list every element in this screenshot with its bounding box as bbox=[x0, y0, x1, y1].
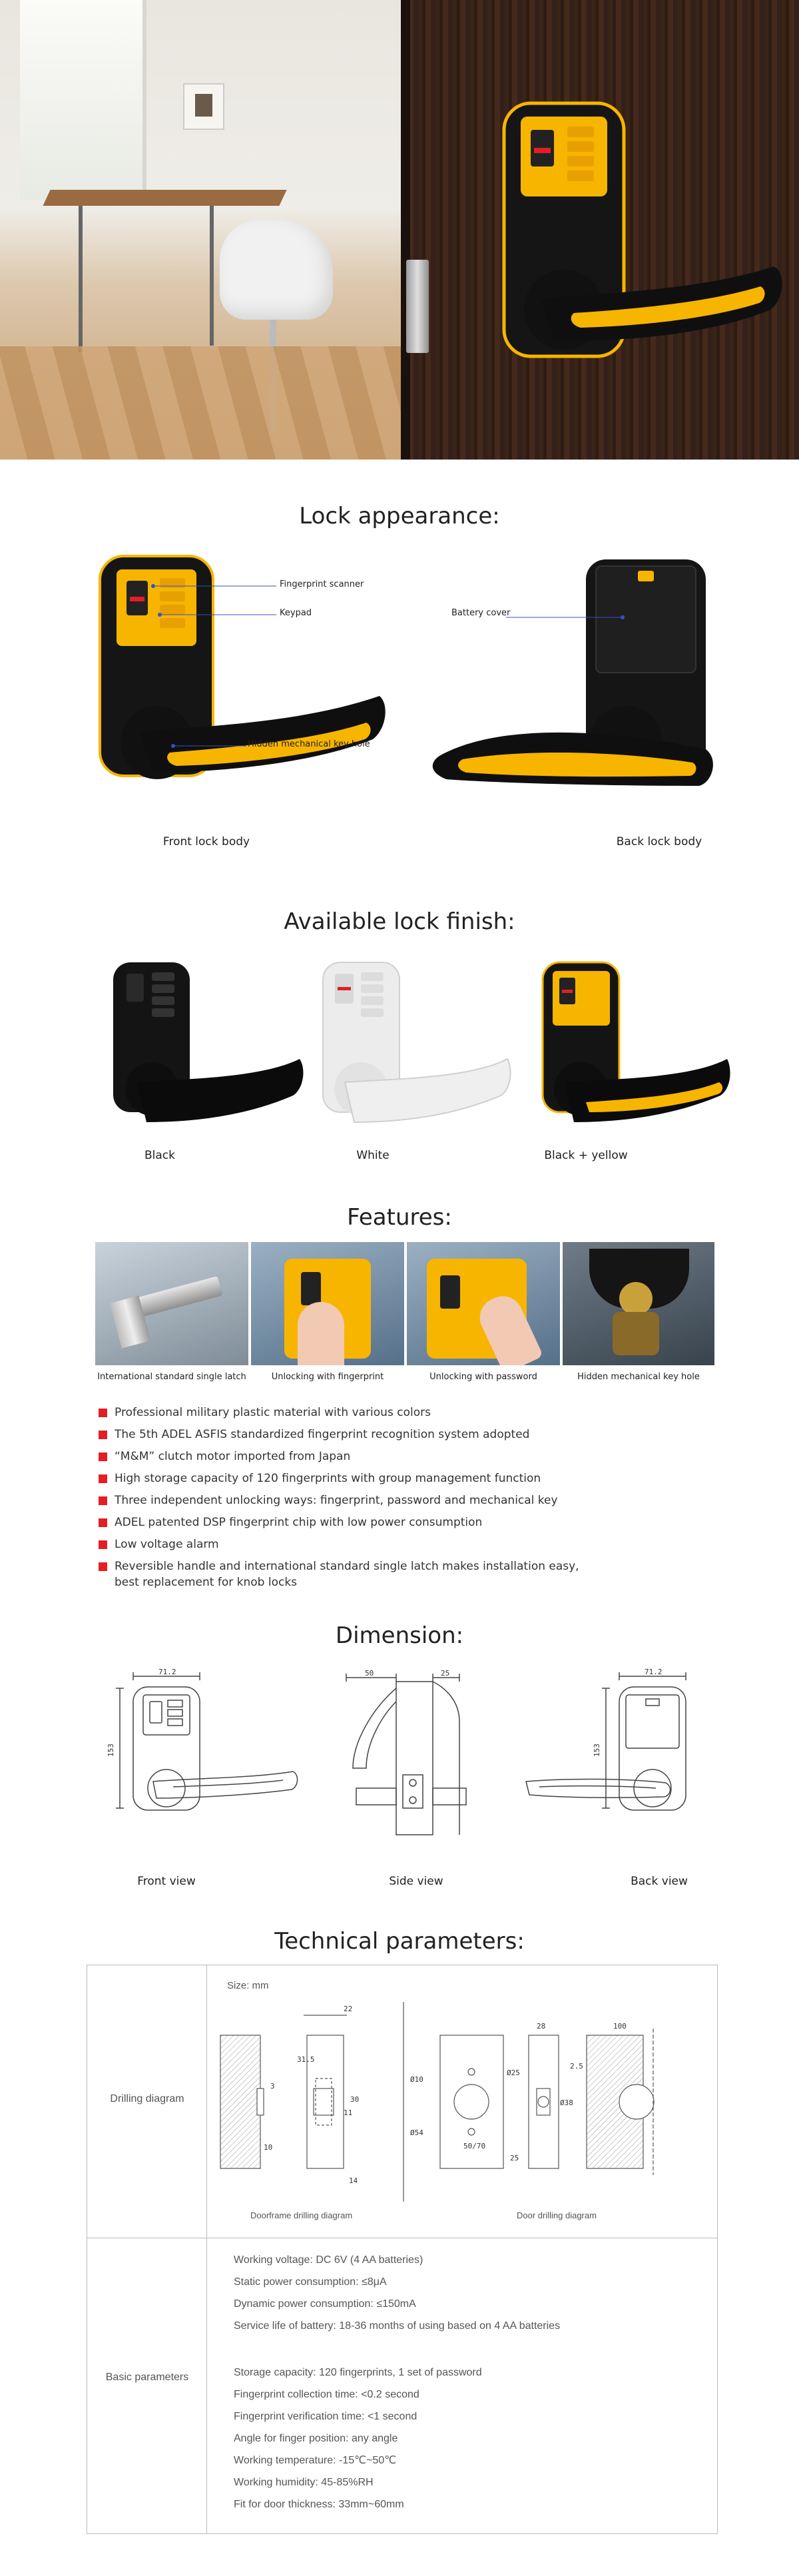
wall-picture bbox=[183, 83, 224, 130]
dim-31-5: 31.5 bbox=[297, 2055, 315, 2064]
latch-plate bbox=[406, 260, 429, 353]
dim-38: Ø38 bbox=[560, 2098, 573, 2107]
feature-photo-fingerprint bbox=[251, 1242, 404, 1365]
param-item: Angle for finger position: any angle bbox=[234, 2433, 398, 2444]
office-room-photo bbox=[0, 0, 401, 460]
chair bbox=[220, 220, 333, 320]
dim-3: 3 bbox=[270, 2082, 275, 2091]
dim-side-left: 50 bbox=[365, 1669, 374, 1678]
desk-leg-left bbox=[79, 206, 83, 352]
list-item: High storage capacity of 120 fingerprints with group management function bbox=[99, 1471, 605, 1486]
dim-11: 11 bbox=[344, 2108, 353, 2117]
dim-10: 10 bbox=[264, 2143, 273, 2152]
list-item: Three independent unlocking ways: fingerprint, password and mechanical key bbox=[99, 1493, 605, 1508]
technical-title: Technical parameters: bbox=[274, 1928, 525, 1955]
door-edge bbox=[401, 0, 410, 460]
dimension-front-view bbox=[107, 1668, 306, 1855]
desk-top bbox=[43, 190, 286, 206]
finish-label-white: White bbox=[356, 1149, 390, 1162]
parameters-table bbox=[87, 1965, 718, 2534]
back-view-caption: Back view bbox=[631, 1875, 688, 1888]
list-item: The 5th ADEL ASFIS standardized fingerprint recognition system adopted bbox=[99, 1427, 605, 1442]
dimension-side-view bbox=[326, 1668, 499, 1855]
doorframe-caption: Doorframe drilling diagram bbox=[250, 2210, 353, 2220]
floor bbox=[0, 346, 401, 460]
params-group-1 bbox=[234, 2249, 560, 2337]
param-item: Working humidity: 45-85%RH bbox=[234, 2477, 374, 2488]
dim-28: 28 bbox=[537, 2022, 546, 2031]
finish-label-black-yellow: Black + yellow bbox=[544, 1149, 628, 1162]
back-lock-illustration bbox=[426, 556, 719, 822]
param-item: Static power consumption: ≤8μA bbox=[234, 2276, 387, 2288]
dimension-title: Dimension: bbox=[335, 1622, 464, 1649]
red-bullet-icon bbox=[99, 1474, 107, 1483]
list-item: Reversible handle and international standard single latch makes installation easy, bbox=[99, 1559, 605, 1574]
drilling-label-cell bbox=[87, 1965, 207, 2238]
red-bullet-icon bbox=[99, 1518, 107, 1527]
drilling-diagram bbox=[210, 2002, 716, 2215]
param-item: Storage capacity: 120 fingerprints, 1 set of password bbox=[234, 2367, 482, 2378]
feature-caption-keyhole: Hidden mechanical key hole bbox=[577, 1372, 700, 1382]
finish-title: Available lock finish: bbox=[284, 908, 515, 935]
feature-caption-password: Unlocking with password bbox=[429, 1372, 537, 1382]
finish-label-black: Black bbox=[144, 1149, 175, 1162]
param-item: Working voltage: DC 6V (4 AA batteries) bbox=[234, 2254, 423, 2266]
dim-30: 30 bbox=[350, 2095, 360, 2104]
fingerprint-scanner-label: Fingerprint scanner bbox=[280, 579, 364, 589]
side-view-caption: Side view bbox=[389, 1875, 443, 1888]
drilling-row bbox=[87, 1965, 717, 2238]
back-lock-caption: Back lock body bbox=[616, 835, 702, 848]
dim-25: 25 bbox=[510, 2154, 519, 2162]
red-bullet-icon bbox=[99, 1496, 107, 1505]
dim-phi25: Ø25 bbox=[507, 2069, 520, 2077]
dim-14: 14 bbox=[349, 2176, 358, 2185]
param-item: Fit for door thickness: 33mm~60mm bbox=[234, 2499, 404, 2510]
param-item: Dynamic power consumption: ≤150mA bbox=[234, 2298, 416, 2310]
size-note: Size: mm bbox=[227, 1980, 269, 1991]
feature-photo-latch bbox=[95, 1242, 248, 1365]
red-bullet-icon bbox=[99, 1431, 107, 1439]
window-light bbox=[20, 0, 146, 200]
keypad-label: Keypad bbox=[280, 608, 312, 618]
finish-black-image bbox=[107, 959, 306, 1145]
dimension-back-view bbox=[519, 1668, 719, 1855]
front-lock-illustration bbox=[93, 553, 386, 826]
drilling-label: Drilling diagram bbox=[110, 2093, 184, 2104]
finish-white-image bbox=[313, 959, 513, 1145]
dim-54: Ø54 bbox=[410, 2128, 423, 2137]
front-lock-caption: Front lock body bbox=[162, 835, 250, 848]
basic-label: Basic parameters bbox=[105, 2372, 189, 2383]
finish-yellow-image bbox=[533, 959, 732, 1145]
param-item: Fingerprint verification time: <1 second bbox=[234, 2411, 417, 2422]
feature-photo-keyhole bbox=[563, 1242, 714, 1365]
dim-width-back: 71.2 bbox=[645, 1668, 663, 1676]
features-title: Features: bbox=[347, 1204, 452, 1231]
dim-phi10: Ø10 bbox=[410, 2075, 423, 2084]
list-item: “M&M” clutch motor imported from Japan bbox=[99, 1449, 605, 1464]
param-item: Service life of battery: 18-36 months of using based on 4 AA batteries bbox=[234, 2320, 561, 2332]
dim-22: 22 bbox=[344, 2005, 353, 2013]
basic-params-row bbox=[87, 2238, 717, 2534]
basic-label-cell bbox=[87, 2238, 207, 2534]
dim-50-70: 50/70 bbox=[463, 2142, 486, 2150]
dim-side-right: 25 bbox=[441, 1669, 450, 1678]
key-hole-label: Hidden mechanical key hole bbox=[248, 739, 370, 749]
dim-2-5: 2.5 bbox=[570, 2062, 583, 2071]
feature-caption-fingerprint: Unlocking with fingerprint bbox=[271, 1372, 384, 1382]
appearance-title: Lock appearance: bbox=[299, 503, 500, 529]
list-item-continuation: best replacement for knob locks bbox=[115, 1576, 298, 1589]
door-caption: Door drilling diagram bbox=[517, 2210, 597, 2220]
list-item: Professional military plastic material with various colors bbox=[99, 1405, 605, 1420]
feature-photo-password bbox=[407, 1242, 560, 1365]
red-bullet-icon bbox=[99, 1409, 107, 1417]
list-item: ADEL patented DSP fingerprint chip with low power consumption bbox=[99, 1515, 605, 1530]
hero-banner bbox=[0, 0, 799, 460]
dim-height-back: 153 bbox=[593, 1744, 601, 1757]
feature-caption-latch: International standard single latch bbox=[97, 1372, 246, 1382]
red-bullet-icon bbox=[99, 1540, 107, 1549]
front-view-caption: Front view bbox=[137, 1875, 196, 1888]
param-item: Fingerprint collection time: <0.2 second bbox=[234, 2389, 419, 2400]
list-item: Low voltage alarm bbox=[99, 1537, 605, 1552]
desk-leg-right bbox=[210, 206, 214, 346]
door-with-lock-photo bbox=[401, 0, 799, 460]
params-group-2 bbox=[234, 2362, 482, 2515]
hero-lock-image bbox=[441, 100, 787, 406]
dim-100: 100 bbox=[613, 2022, 627, 2031]
red-bullet-icon bbox=[99, 1562, 107, 1571]
param-item: Working temperature: -15℃~50℃ bbox=[234, 2455, 397, 2466]
red-bullet-icon bbox=[99, 1452, 107, 1461]
battery-cover-label: Battery cover bbox=[451, 608, 511, 618]
dim-width-front: 71.2 bbox=[158, 1668, 176, 1676]
dim-height-front: 153 bbox=[107, 1744, 115, 1757]
feature-list bbox=[99, 1405, 605, 1597]
